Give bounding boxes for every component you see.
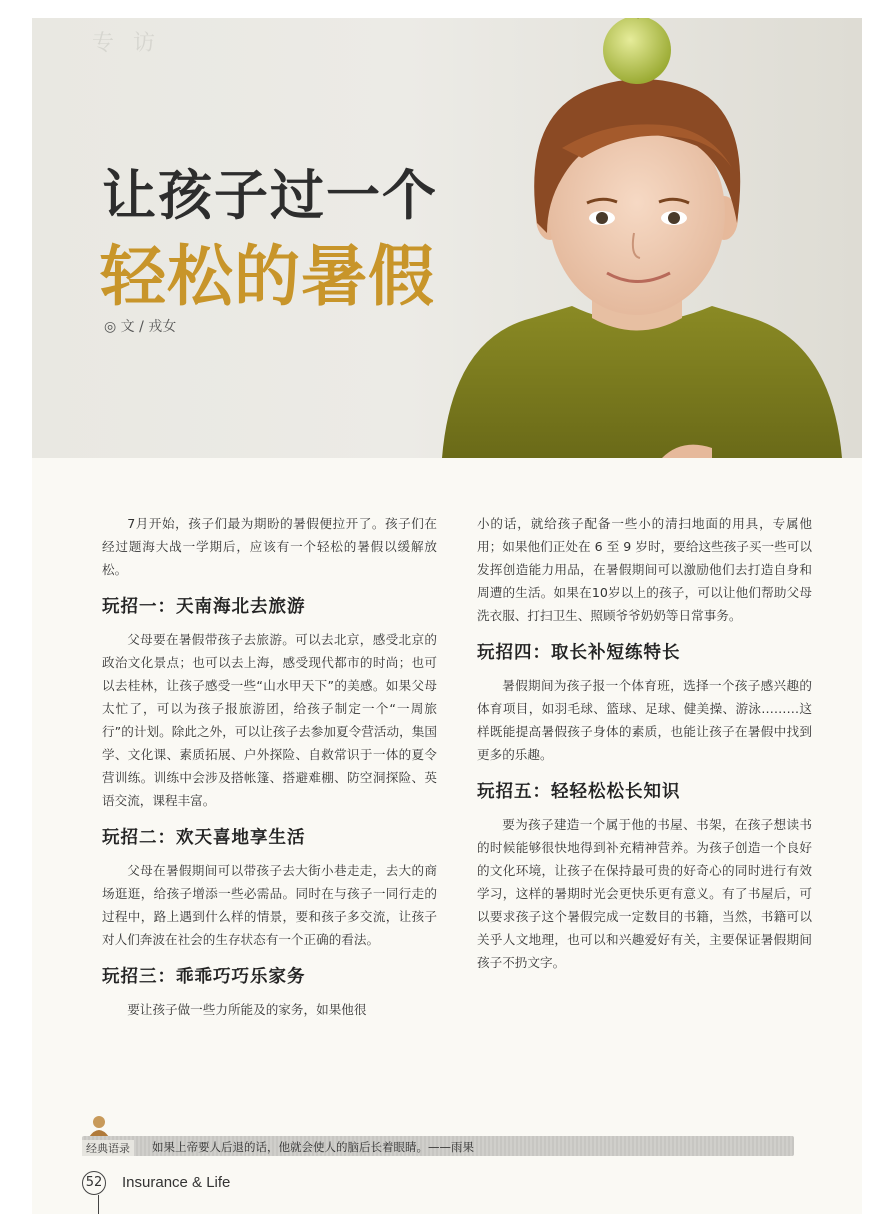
continuation-paragraph: 小的话，就给孩子配备一些小的清扫地面的用具，专属他用；如果他们正处在 6 至 9 岁时，要给这些孩子买一些可以发挥创造能力用品，在暑假期间可以激励他们去打造自身和周遭的生活。如果在10岁以上的孩子，可以让他们帮助父母洗衣服、打扫卫生、照顾爷爷奶奶等日常事务。 <box>477 516 812 623</box>
page-number: 52 <box>82 1171 106 1195</box>
right-column <box>477 512 812 974</box>
boy-with-apple-photo <box>412 18 862 458</box>
section-heading-5: 玩招五：轻轻松松长知识 <box>477 782 681 802</box>
section-heading-4: 玩招四：取长补短练特长 <box>477 643 681 663</box>
hero-banner <box>32 18 862 458</box>
section-body-1: 父母要在暑假带孩子去旅游。可以去北京，感受北京的政治文化景点；也可以去上海，感受现代都市的时尚；也可以去桂林，让孩子感受一些“山水甲天下”的美感。如果父母太忙了，可以为孩子报旅游团，给孩子制定一个“一周旅行”的计划。除此之外，可以让孩子去参加夏令营活动，集国学、文化课、素质拓展、户外探险、自救常识于一体的夏令营训练。训练中会涉及搭帐篷、搭避难棚、防空洞探险、英语交流，课程丰富。 <box>102 632 437 808</box>
magazine-page <box>32 18 862 1214</box>
section-body-4: 暑假期间为孩子报一个体育班，选择一个孩子感兴趣的体育项目，如羽毛球、篮球、足球、健美操、游泳………这样既能提高暑假孩子身体的素质，也能让孩子在暑假中找到更多的乐趣。 <box>477 678 812 762</box>
ghost-header-text: 专 访 <box>92 31 161 56</box>
section-body-5: 要为孩子建造一个属于他的书屋、书架，在孩子想读书的时候能够很快地得到补充精神营养。为孩子创造一个良好的文化环境，让孩子在保持最可贵的好奇心的同时进行有效学习，这样的暑期时光会更快乐更有意义。有了书屋后，可以要求孩子这个暑假完成一定数目的书籍，当然，书籍可以关乎人文地理，也可以和兴趣爱好有关，主要保证暑假期间孩子不扔文字。 <box>477 817 812 970</box>
quote-figure-icon <box>86 1115 112 1137</box>
section-heading-3: 玩招三：乖乖巧巧乐家务 <box>102 967 306 987</box>
quote-text: 如果上帝要人后退的话，他就会使人的脑后长着眼睛。——雨果 <box>152 1140 474 1154</box>
section-body-3: 要让孩子做一些力所能及的家务，如果他很 <box>127 1002 367 1017</box>
section-heading-1: 玩招一：天南海北去旅游 <box>102 597 306 617</box>
magazine-name: Insurance & Life <box>122 1174 231 1191</box>
quote-label: 经典语录 <box>82 1140 134 1156</box>
section-body-2: 父母在暑假期间可以带孩子去大街小巷走走，去大的商场逛逛，给孩子增添一些必需品。同时在与孩子一同行走的过程中，路上遇到什么样的情景，要和孩子多交流，让孩子对人们奔波在社会的生存状态有一个正确的看法。 <box>102 863 437 947</box>
byline: ◎ 文 / 戎女 <box>104 319 177 335</box>
title-line-2: 轻松的暑假 <box>100 238 435 315</box>
article-body <box>32 458 862 1214</box>
left-column <box>102 512 437 1021</box>
intro-paragraph: 7月开始，孩子们最为期盼的暑假便拉开了。孩子们在经过题海大战一学期后，应该有一个轻松的暑假以缓解放松。 <box>102 516 437 577</box>
page-rule-divider <box>98 1195 99 1214</box>
section-heading-2: 玩招二：欢天喜地享生活 <box>102 828 306 848</box>
title-line-1: 让孩子过一个 <box>102 164 438 227</box>
